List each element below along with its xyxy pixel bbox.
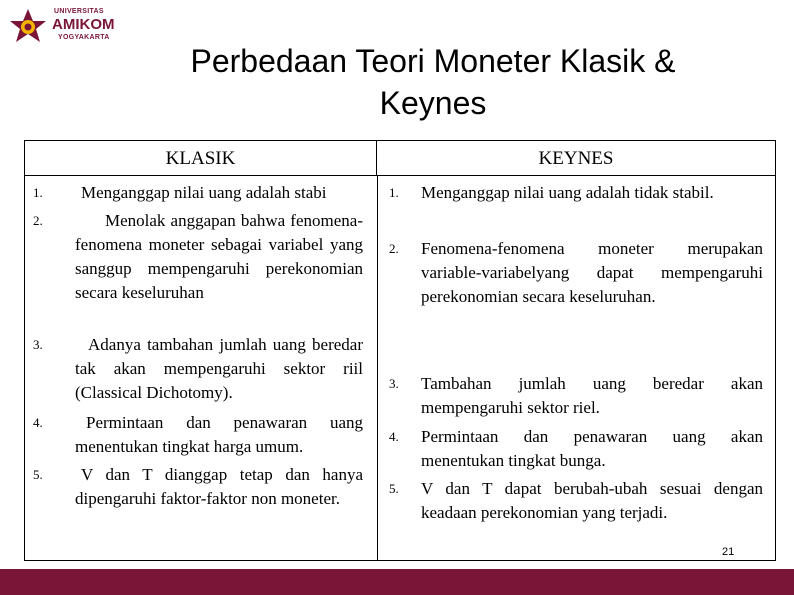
keynes-item-5-number: 5. — [389, 481, 399, 496]
footer-bar — [0, 569, 794, 595]
klasik-item-1-number: 1. — [33, 185, 43, 200]
klasik-item-1-text: Menganggap nilai uang adalah stabi — [81, 183, 327, 202]
klasik-item-2-text: Menolak anggapan bahwa fenomena- fenomena moneter sebagai variabel yang sanggup mempengaruhi perekonomian secara keseluruhan — [75, 211, 363, 302]
logo-line-universitas: UNIVERSITAS — [54, 8, 104, 15]
keynes-item-3-number: 3. — [389, 376, 399, 391]
keynes-item-4-text: Permintaan dan penawaran uang akan menentukan tingkat bunga. — [421, 427, 763, 470]
keynes-item-2-text: Fenomena-fenomena moneter merupakan variable-variabelyang dapat mempengaruhi perekonomian secara keseluruhan. — [421, 239, 763, 306]
keynes-item-4-number: 4. — [389, 429, 399, 444]
header-klasik: KLASIK — [25, 141, 377, 176]
keynes-item-5-text: V dan T dapat berubah-ubah sesuai dengan keadaan perekonomian yang terjadi. — [421, 479, 763, 522]
title-line-1: Perbedaan Teori Moneter Klasik & — [190, 43, 676, 79]
keynes-item-1-text: Menganggap nilai uang adalah tidak stabil. — [421, 183, 714, 202]
klasik-item-5-number: 5. — [33, 467, 43, 482]
klasik-item-3-text: Adanya tambahan jumlah uang beredar tak akan mempengaruhi sektor riil (Classical Dichotomy). — [75, 335, 363, 402]
klasik-item-2-number: 2. — [33, 213, 43, 228]
amikom-emblem-icon — [8, 8, 48, 46]
header-keynes: KEYNES — [377, 141, 775, 176]
keynes-item-1-number: 1. — [389, 185, 399, 200]
title-line-2: Keynes — [379, 85, 487, 121]
logo-line-yogyakarta: YOGYAKARTA — [58, 34, 110, 41]
klasik-item-5-text: V dan T dianggap tetap dan hanya dipengaruhi faktor-faktor non moneter. — [75, 465, 363, 508]
comparison-table — [24, 140, 776, 561]
university-logo — [8, 6, 115, 48]
logo-line-amikom: AMIKOM — [52, 16, 115, 33]
keynes-item-2-number: 2. — [389, 241, 399, 256]
klasik-item-4-number: 4. — [33, 415, 43, 430]
page-number: 21 — [722, 546, 735, 558]
klasik-item-4-text: Permintaan dan penawaran uang menentukan tingkat harga umum. — [75, 413, 363, 456]
klasik-item-3-number: 3. — [33, 337, 43, 352]
column-divider — [377, 176, 378, 560]
page-title — [100, 40, 766, 124]
keynes-item-3-text: Tambahan jumlah uang beredar akan mempengaruhi sektor riel. — [421, 374, 763, 417]
